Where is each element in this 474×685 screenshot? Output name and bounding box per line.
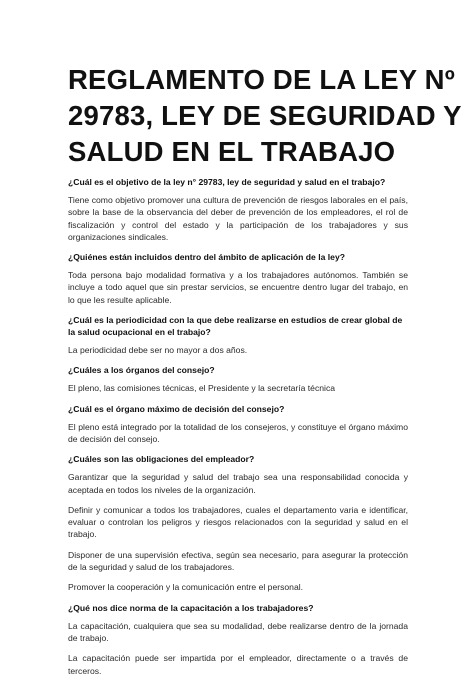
question-heading: ¿Cuáles son las obligaciones del empleador? [68, 454, 255, 465]
question-heading: ¿Quiénes están incluidos dentro del ámbito de aplicación de la ley? [68, 252, 345, 263]
question-heading: ¿Qué nos dice norma de la capacitación a los trabajadores? [68, 602, 314, 613]
question-heading: ¿Cuáles a los órganos del consejo? [68, 365, 215, 376]
title-line: SALUD EN EL TRABAJO [68, 136, 396, 167]
question-heading: ¿Cuál es el objetivo de la ley n° 29783, ley de seguridad y salud en el trabajo? [68, 177, 386, 187]
answer-paragraph: La capacitación, cualquiera que sea su modalidad, debe realizarse dentro de la jornada de trabajo. [68, 620, 408, 643]
answer-paragraph: El pleno, las comisiones técnicas, el Presidente y la secretaría técnica [68, 383, 336, 394]
question-heading: ¿Cuál es el órgano máximo de decisión del consejo? [68, 403, 285, 414]
answer-paragraph: Promover la cooperación y la comunicación entre el personal. [68, 582, 304, 593]
answer-paragraph: El pleno está integrado por la totalidad de los consejeros, y constituye el órgano máximo de decisión del consejo. [68, 421, 408, 444]
document-title [68, 62, 462, 170]
title-line: REGLAMENTO DE LA LEY Nº [68, 64, 455, 95]
answer-paragraph: La capacitación puede ser impartida por el empleador, directamente o a través de terceros. [68, 653, 408, 676]
answer-paragraph: Definir y comunicar a todos los trabajadores, cuales el departamento varia e identificar, evaluar o controlan los peligros y riesgos relacionados con la seguridad y salud en el trabajo. [68, 504, 408, 540]
answer-paragraph: Garantizar que la seguridad y salud del trabajo sea una responsabilidad conocida y aceptada en todos los niveles de la organización. [68, 472, 408, 495]
document-body [68, 176, 408, 685]
question-heading: ¿Cuál es la periodicidad con la que debe realizarse en estudios de crear global de la salud ocupacional en el trabajo? [68, 315, 403, 338]
answer-paragraph: Disponer de una supervisión efectiva, según sea necesario, para asegurar la protección de la seguridad y salud de los trabajadores. [68, 549, 408, 573]
title-line: 29783, LEY DE SEGURIDAD Y [68, 100, 462, 131]
answer-paragraph: La periodicidad debe ser no mayor a dos años. [68, 345, 248, 356]
answer-paragraph: Toda persona bajo modalidad formativa y a los trabajadores autónomos. También se incluye a todo aquel que sin prestar servicios, se encuentre dentro lugar del trabajo, en lo que les resulte aplicable. [68, 270, 408, 305]
answer-paragraph: Tiene como objetivo promover una cultura de prevención de riesgos laborales en el país, sobre la base de la observancia del deber de prevención de los empleadores, el rol de fiscalización y control del estado y la participación de los trabajadores y sus organizaciones sindicales. [68, 195, 408, 242]
